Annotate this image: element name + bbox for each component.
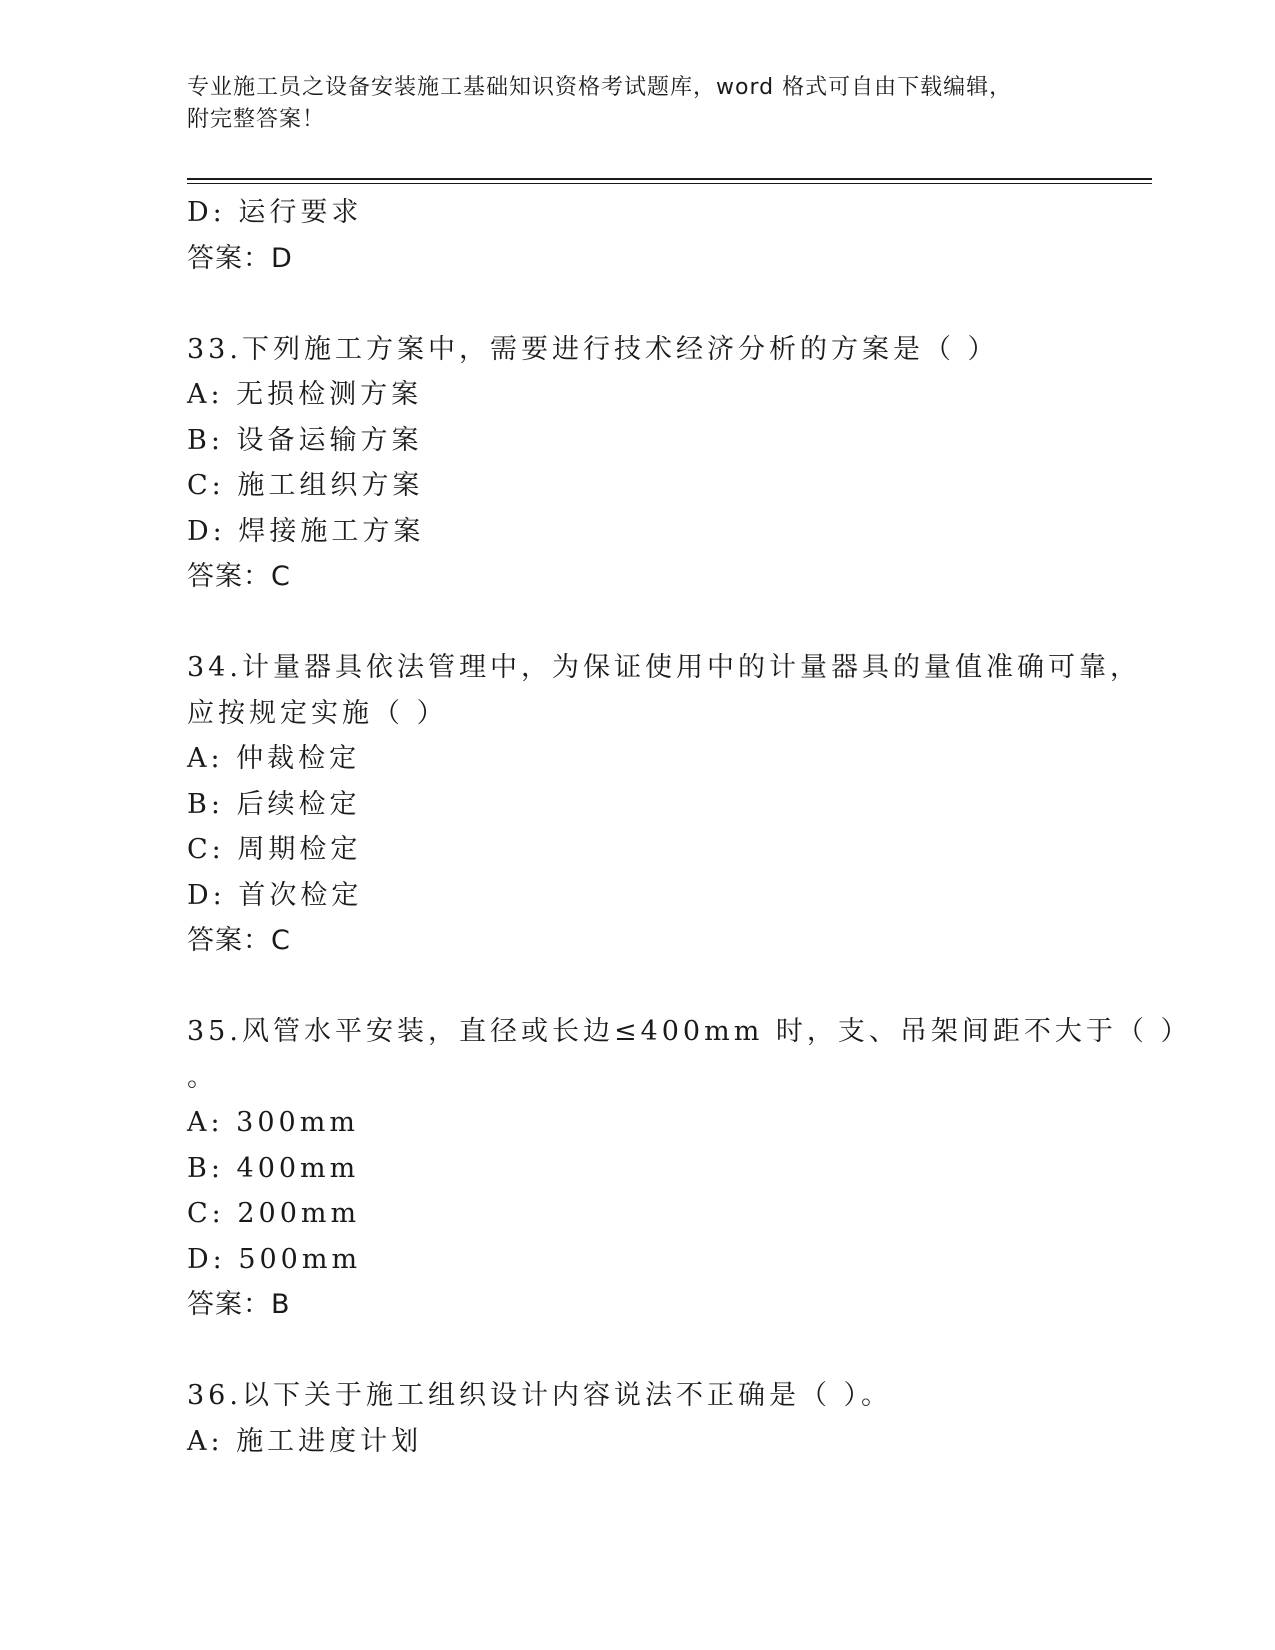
question-34: [187, 645, 1141, 964]
header-divider-thick: [187, 178, 1152, 180]
header-line-2: 附完整答案！: [187, 107, 326, 132]
option-c: C: 200mm: [187, 1198, 361, 1229]
spacer: [187, 600, 1087, 646]
question-stem: 33.下列施工方案中，需要进行技术经济分析的方案是（ ）: [187, 333, 999, 365]
option-d: D: 焊接施工方案: [187, 515, 425, 547]
option-a: A: 300mm: [187, 1107, 359, 1138]
question-list: [187, 190, 1192, 1464]
option-b: B: 400mm: [187, 1152, 360, 1184]
option-d: D: 500mm: [187, 1243, 362, 1275]
option-d: D: 运行要求: [187, 197, 363, 228]
option-b: B: 后续检定: [187, 788, 361, 820]
header-divider-thin: [187, 183, 1152, 184]
option-a: A: 仲裁检定: [187, 743, 361, 774]
question-stem-line-1: 34.计量器具依法管理中，为保证使用中的计量器具的量值准确可靠，: [187, 652, 1141, 683]
question-stem: 36.以下关于施工组织设计内容说法不正确是（ ）。: [187, 1380, 893, 1411]
header-line-1: 专业施工员之设备安装施工基础知识资格考试题库，word 格式可自由下载编辑，: [187, 75, 1013, 100]
answer-line: 答案：C: [187, 561, 291, 592]
question-36: [187, 1373, 1087, 1464]
question-33: [187, 327, 1087, 600]
spacer: [187, 281, 1087, 327]
spacer: [187, 964, 1087, 1010]
question-32-tail: [187, 190, 1087, 281]
answer-line: 答案：D: [187, 242, 293, 274]
option-c: C: 周期检定: [187, 834, 362, 865]
spacer: [187, 1328, 1087, 1374]
question-stem-line-2: 。: [187, 1061, 218, 1093]
question-35: [187, 1009, 1192, 1328]
answer-line: 答案：B: [187, 1289, 291, 1320]
document-header: [187, 72, 1087, 136]
question-stem-line-2: 应按规定实施（ ）: [187, 697, 448, 729]
option-a: A: 施工进度计划: [187, 1425, 423, 1457]
answer-line: 答案：C: [187, 925, 291, 956]
option-a: A: 无损检测方案: [187, 379, 423, 410]
option-c: C: 施工组织方案: [187, 470, 424, 501]
option-b: B: 设备运输方案: [187, 424, 423, 456]
question-stem-line-1: 35.风管水平安装，直径或长边≤400mm 时，支、吊架间距不大于（ ）: [187, 1016, 1192, 1047]
option-d: D: 首次检定: [187, 879, 363, 911]
